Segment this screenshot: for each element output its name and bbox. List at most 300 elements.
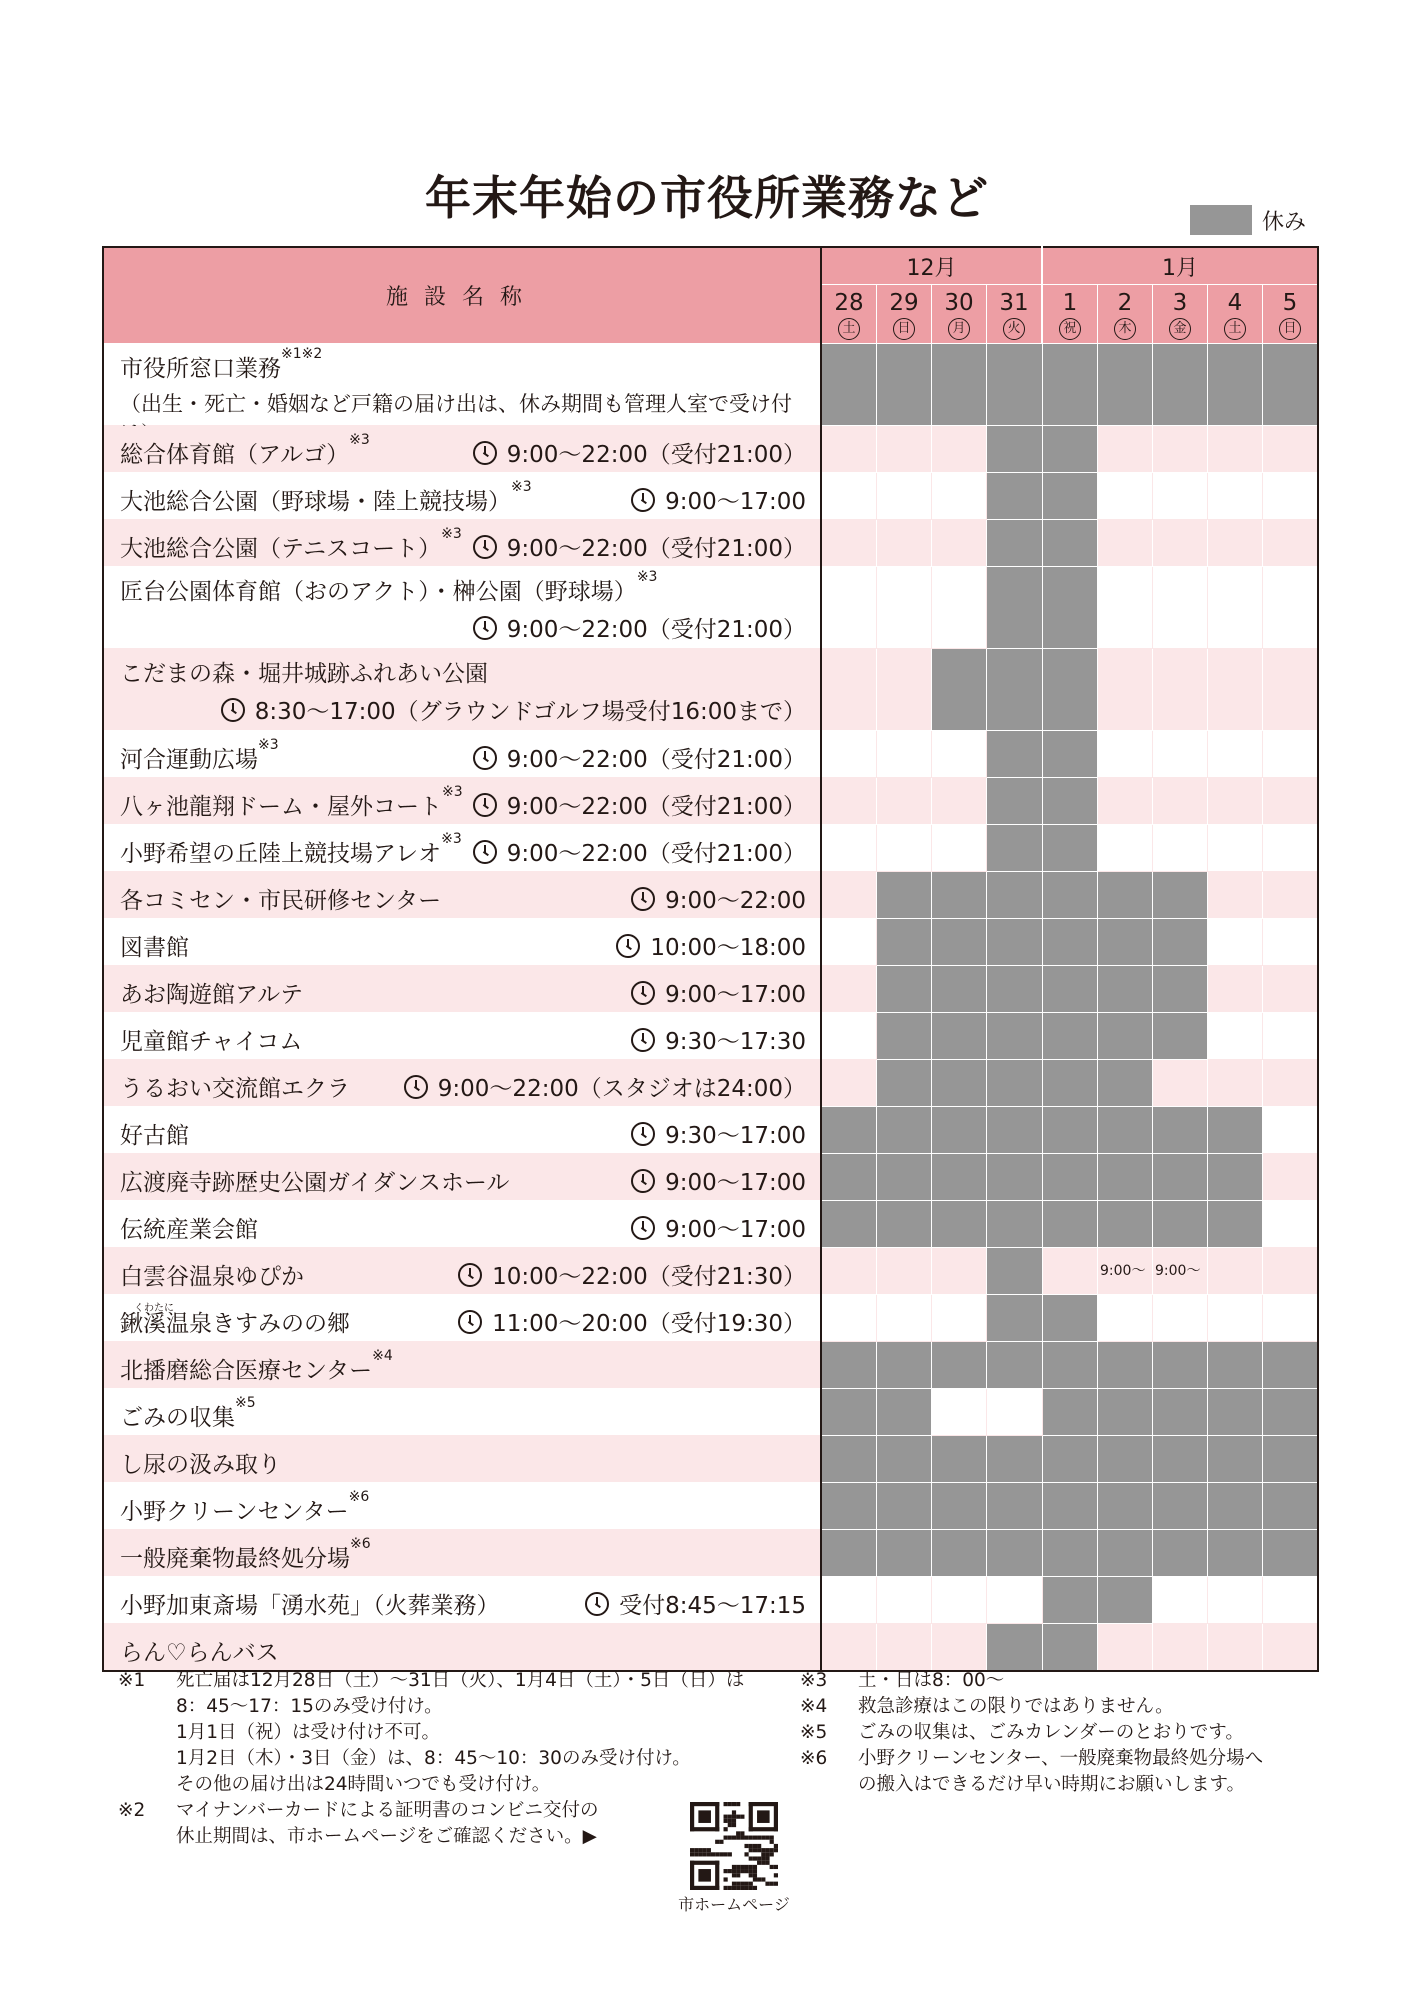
open-cell — [1263, 1013, 1319, 1060]
open-cell — [821, 649, 877, 731]
opening-hours: 9:30〜17:00 — [631, 1117, 806, 1150]
clock-icon — [631, 887, 655, 911]
footnote-line: 土・日は8：00〜 — [858, 1670, 1005, 1691]
closed-cell — [821, 1107, 877, 1154]
facility-header: 施設名称 — [103, 247, 821, 344]
closed-cell — [987, 1248, 1043, 1295]
closed-cell — [987, 520, 1043, 567]
clock-icon — [473, 746, 497, 770]
facility-name: 北播磨総合医療センター$^{※4}$ — [120, 1348, 393, 1384]
open-cell — [1208, 1577, 1263, 1624]
open-cell — [1153, 426, 1208, 473]
open-cell — [821, 872, 877, 919]
open-cell — [932, 1624, 987, 1671]
weekday-mark: 木 — [1114, 318, 1136, 340]
closed-cell — [877, 1342, 932, 1389]
open-cell — [821, 825, 877, 872]
open-cell — [1263, 649, 1319, 731]
open-cell — [1208, 649, 1263, 731]
facility-row — [103, 1342, 1318, 1389]
open-cell — [821, 567, 877, 649]
closed-cell — [987, 778, 1043, 825]
closed-cell — [877, 1107, 932, 1154]
weekday-mark: 火 — [1003, 318, 1025, 340]
closed-cell — [987, 1436, 1043, 1483]
closed-cell — [987, 731, 1043, 778]
closed-cell — [1208, 1107, 1263, 1154]
closed-cell — [1098, 1201, 1153, 1248]
closed-cell — [1042, 1530, 1098, 1577]
footnote — [118, 1798, 778, 1850]
clock-icon — [458, 1310, 482, 1334]
facility-row — [103, 473, 1318, 520]
open-cell — [1263, 1107, 1319, 1154]
cell-note: 9:00〜 — [1100, 1263, 1146, 1279]
facility-name: 小野希望の丘陸上競技場アレオ$^{※3}$ — [120, 831, 462, 867]
facility-name: 市役所窓口業務$^{※1※2}$ — [120, 346, 323, 382]
closed-cell — [877, 1154, 932, 1201]
footnote — [800, 1746, 1320, 1798]
closed-cell — [987, 649, 1043, 731]
closed-cell — [1098, 1154, 1153, 1201]
open-cell — [821, 1248, 877, 1295]
open-cell — [877, 778, 932, 825]
closed-cell — [1098, 966, 1153, 1013]
closed-cell — [877, 1389, 932, 1436]
clock-icon — [616, 934, 640, 958]
closed-cell — [987, 1201, 1043, 1248]
closed-cell — [1042, 1624, 1098, 1671]
date-number: 2 — [1117, 290, 1133, 316]
facility-row — [103, 778, 1318, 825]
date-number: 3 — [1172, 290, 1188, 316]
date-number: 4 — [1227, 290, 1243, 316]
closed-cell — [1098, 1107, 1153, 1154]
open-cell — [821, 731, 877, 778]
date-number: 28 — [834, 290, 864, 316]
cell-note: 9:00〜 — [1155, 1263, 1201, 1279]
closed-cell — [1263, 1530, 1319, 1577]
closed-cell — [1263, 1483, 1319, 1530]
facility-row — [103, 520, 1318, 567]
footnote-line: マイナンバーカードによる証明書のコンビニ交付の — [176, 1800, 599, 1821]
open-cell — [987, 1577, 1043, 1624]
closed-cell — [877, 872, 932, 919]
closed-cell — [1042, 1577, 1098, 1624]
date-header — [1208, 285, 1263, 344]
open-cell — [821, 1624, 877, 1671]
closed-cell — [1153, 919, 1208, 966]
open-cell — [821, 778, 877, 825]
closed-cell — [1042, 1154, 1098, 1201]
closed-cell — [877, 1436, 932, 1483]
date-header — [932, 285, 987, 344]
open-cell — [1263, 1577, 1319, 1624]
facility-row — [103, 966, 1318, 1013]
closed-cell — [987, 1107, 1043, 1154]
closed-cell — [987, 919, 1043, 966]
open-cell — [932, 1248, 987, 1295]
open-cell — [1098, 1248, 1153, 1295]
open-cell — [1098, 731, 1153, 778]
facility-name: 大池総合公園（野球場・陸上競技場）$^{※3}$ — [120, 479, 532, 515]
closed-cell — [932, 649, 987, 731]
closed-cell — [987, 1013, 1043, 1060]
open-cell — [821, 473, 877, 520]
footnote — [800, 1668, 1320, 1694]
facility-row — [103, 1389, 1318, 1436]
facility-row — [103, 1248, 1318, 1295]
facility-name: くわたに 鍬溪温泉きすみのの郷 — [120, 1305, 350, 1338]
closed-cell — [1098, 1342, 1153, 1389]
date-header — [821, 285, 877, 344]
open-cell — [1098, 473, 1153, 520]
facility-name: あお陶遊館アルテ — [120, 982, 304, 1008]
page-title: 年末年始の市役所業務など — [425, 171, 989, 225]
date-number: 1 — [1062, 290, 1078, 316]
open-cell — [1208, 567, 1263, 649]
facility-name: 河合運動広場$^{※3}$ — [120, 737, 279, 773]
closed-cell — [932, 1436, 987, 1483]
facility-name: ごみの収集$^{※5}$ — [120, 1395, 256, 1431]
closed-cell — [1042, 1342, 1098, 1389]
footnote-key: ※1 — [118, 1670, 146, 1691]
open-cell — [821, 919, 877, 966]
open-cell — [932, 778, 987, 825]
opening-hours: 10:00〜22:00（受付21:30） — [458, 1258, 806, 1291]
open-cell — [877, 1577, 932, 1624]
closed-cell — [877, 1013, 932, 1060]
facility-row — [103, 1201, 1318, 1248]
open-cell — [821, 1060, 877, 1107]
opening-hours: 9:00〜22:00（受付21:00） — [473, 788, 806, 821]
facility-name: 児童館チャイコム — [120, 1029, 303, 1055]
facility-name: 白雲谷温泉ゆぴか — [120, 1264, 304, 1290]
facility-name: 大池総合公園（テニスコート）$^{※3}$ — [120, 526, 462, 562]
open-cell — [1153, 649, 1208, 731]
open-cell — [1208, 520, 1263, 567]
open-cell — [1263, 1154, 1319, 1201]
closed-cell — [821, 1342, 877, 1389]
facility-row — [103, 1577, 1318, 1624]
facility-name: 好古館 — [120, 1123, 189, 1149]
footnote-key: ※3 — [800, 1670, 828, 1691]
opening-hours: 8:30〜17:00（グラウンドゴルフ場受付16:00まで） — [221, 693, 806, 726]
closed-cell — [1042, 1107, 1098, 1154]
open-cell — [1098, 567, 1153, 649]
open-cell — [932, 731, 987, 778]
facility-name: らん♡らんバス — [120, 1640, 279, 1666]
facility-name: 一般廃棄物最終処分場$^{※6}$ — [120, 1536, 371, 1572]
closed-cell — [821, 1201, 877, 1248]
facility-row — [103, 649, 1318, 731]
closed-cell — [1208, 344, 1263, 426]
open-cell — [821, 426, 877, 473]
date-header — [1153, 285, 1208, 344]
closed-cell — [1153, 1154, 1208, 1201]
open-cell — [1153, 520, 1208, 567]
open-cell — [1208, 1295, 1263, 1342]
opening-hours: 9:30〜17:30 — [631, 1023, 806, 1056]
open-cell — [1208, 778, 1263, 825]
open-cell — [1263, 567, 1319, 649]
closed-cell — [1263, 1342, 1319, 1389]
closed-cell — [1208, 1530, 1263, 1577]
facility-row — [103, 1107, 1318, 1154]
closed-cell — [1042, 966, 1098, 1013]
closed-cell — [1153, 1530, 1208, 1577]
closed-cell — [1042, 567, 1098, 649]
open-cell — [1263, 1201, 1319, 1248]
closed-cell — [1153, 966, 1208, 1013]
closed-cell — [1098, 1389, 1153, 1436]
closed-cell — [932, 1060, 987, 1107]
open-cell — [1263, 1248, 1319, 1295]
closed-cell — [987, 567, 1043, 649]
opening-hours: 9:00〜22:00 — [631, 882, 806, 915]
closed-cell — [1098, 1530, 1153, 1577]
month-january: 1月 — [1042, 247, 1318, 285]
open-cell — [1263, 1060, 1319, 1107]
opening-hours: 9:00〜22:00（受付21:00） — [473, 530, 806, 563]
open-cell — [932, 567, 987, 649]
open-cell — [1208, 966, 1263, 1013]
facility-name: 匠台公園体育館（おのアクト）・榊公園（野球場）$^{※3}$ — [120, 569, 658, 605]
opening-hours: 受付8:45〜17:15 — [585, 1587, 806, 1620]
open-cell — [932, 473, 987, 520]
footnote-line: 死亡届は12月28日（土）〜31日（火）、1月4日（土）・5日（日）は — [176, 1670, 745, 1691]
facility-name: 八ヶ池龍翔ドーム・屋外コート$^{※3}$ — [120, 784, 463, 820]
qr-code-icon[interactable] — [690, 1802, 778, 1890]
closed-cell — [932, 1530, 987, 1577]
closed-cell — [1153, 1013, 1208, 1060]
closed-cell — [1042, 344, 1098, 426]
date-header — [1042, 285, 1098, 344]
open-cell — [821, 1295, 877, 1342]
open-cell — [1208, 1624, 1263, 1671]
footnote-key: ※6 — [800, 1748, 828, 1769]
closed-cell — [932, 966, 987, 1013]
open-cell — [1098, 520, 1153, 567]
facility-row — [103, 1060, 1318, 1107]
closed-cell — [1042, 649, 1098, 731]
closed-cell — [987, 1624, 1043, 1671]
closed-cell — [877, 966, 932, 1013]
closed-cell — [1098, 919, 1153, 966]
open-cell — [877, 649, 932, 731]
closed-cell — [821, 344, 877, 426]
clock-icon — [631, 488, 655, 512]
month-december: 12月 — [821, 247, 1042, 285]
closed-cell — [932, 344, 987, 426]
closed-cell — [1098, 1577, 1153, 1624]
open-cell — [1208, 1060, 1263, 1107]
open-cell — [1153, 1295, 1208, 1342]
closed-cell — [821, 1154, 877, 1201]
clock-icon — [473, 793, 497, 817]
closed-cell — [1042, 825, 1098, 872]
open-cell — [1263, 1624, 1319, 1671]
open-cell — [1153, 778, 1208, 825]
closed-cell — [1153, 1483, 1208, 1530]
closed-cell — [932, 1013, 987, 1060]
clock-icon — [473, 840, 497, 864]
closed-cell — [1042, 1060, 1098, 1107]
open-cell — [877, 473, 932, 520]
closed-cell — [932, 1201, 987, 1248]
closed-cell — [1208, 1342, 1263, 1389]
open-cell — [1153, 1624, 1208, 1671]
facility-row — [103, 1483, 1318, 1530]
open-cell — [932, 426, 987, 473]
closed-cell — [1042, 1013, 1098, 1060]
closed-cell — [1153, 872, 1208, 919]
closed-cell — [1042, 1201, 1098, 1248]
closed-cell — [1098, 344, 1153, 426]
clock-icon — [221, 698, 245, 722]
closed-cell — [932, 872, 987, 919]
footnote-key: ※5 — [800, 1722, 828, 1743]
opening-hours: 9:00〜22:00（受付21:00） — [473, 835, 806, 868]
facility-row — [103, 1013, 1318, 1060]
weekday-mark: 金 — [1169, 318, 1191, 340]
footnote-line: 休止期間は、市ホームページをご確認ください。▶ — [176, 1826, 597, 1847]
facility-subnote: （出生・死亡・婚姻など戸籍の届け出は、休み期間も管理人室で受け付 — [120, 392, 792, 416]
open-cell — [1263, 966, 1319, 1013]
facility-name: 総合体育館（アルゴ）$^{※3}$ — [120, 432, 370, 468]
closed-cell — [1042, 731, 1098, 778]
footnote-line: 1月2日（木）・3日（金）は、8：45〜10：30のみ受け付け。 — [176, 1748, 691, 1769]
closed-cell — [1263, 1389, 1319, 1436]
weekday-mark: 日 — [1279, 318, 1301, 340]
open-cell — [1098, 1295, 1153, 1342]
closed-cell — [1153, 1436, 1208, 1483]
closed-cell — [1042, 919, 1098, 966]
closed-cell — [1153, 1342, 1208, 1389]
facility-row — [103, 1624, 1318, 1671]
weekday-mark: 土 — [1224, 318, 1246, 340]
closed-cell — [1153, 1201, 1208, 1248]
facility-row — [103, 919, 1318, 966]
facility-name: うるおい交流館エクラ — [120, 1076, 350, 1102]
open-cell — [1263, 520, 1319, 567]
closed-cell — [987, 1154, 1043, 1201]
clock-icon — [585, 1592, 609, 1616]
open-cell — [877, 825, 932, 872]
open-cell — [1208, 426, 1263, 473]
facility-row — [103, 1530, 1318, 1577]
date-number: 5 — [1282, 290, 1298, 316]
footnote-line: の搬入はできるだけ早い時期にお願いします。 — [858, 1774, 1246, 1795]
date-header — [1263, 285, 1319, 344]
closed-cell — [1208, 1201, 1263, 1248]
closed-cell — [987, 1530, 1043, 1577]
weekday-mark: 祝 — [1059, 318, 1081, 340]
open-cell — [1263, 825, 1319, 872]
ruby-reading: くわたに — [134, 1303, 174, 1314]
footnote-key: ※2 — [118, 1800, 146, 1821]
closed-cell — [877, 344, 932, 426]
open-cell — [1208, 919, 1263, 966]
closed-cell — [1208, 1389, 1263, 1436]
clock-icon — [473, 441, 497, 465]
closed-cell — [1042, 1436, 1098, 1483]
closed-cell — [932, 1107, 987, 1154]
notes-left — [118, 1668, 778, 1850]
footnote-line: ごみの収集は、ごみカレンダーのとおりです。 — [858, 1722, 1244, 1743]
opening-hours: 9:00〜17:00 — [631, 1164, 806, 1197]
facility-name: 小野加東斎場「湧水苑」（火葬業務） — [120, 1593, 500, 1619]
open-cell — [1098, 778, 1153, 825]
opening-hours: 11:00〜20:00（受付19:30） — [458, 1305, 806, 1338]
facility-row — [103, 1154, 1318, 1201]
open-cell — [932, 1295, 987, 1342]
closed-cell — [1153, 1389, 1208, 1436]
open-cell — [877, 731, 932, 778]
open-cell — [1098, 825, 1153, 872]
open-cell — [987, 1389, 1043, 1436]
footnote — [800, 1720, 1320, 1746]
open-cell — [932, 520, 987, 567]
weekday-mark: 土 — [838, 318, 860, 340]
closed-cell — [821, 1483, 877, 1530]
open-cell — [1263, 872, 1319, 919]
footnote-line: 1月1日（祝）は受け付け不可。 — [176, 1722, 441, 1743]
closed-cell — [932, 1342, 987, 1389]
open-cell — [1153, 731, 1208, 778]
open-cell — [821, 1577, 877, 1624]
closed-cell — [1208, 1483, 1263, 1530]
facility-name: し尿の汲み取り — [120, 1452, 281, 1478]
facility-row — [103, 567, 1318, 649]
open-cell — [877, 426, 932, 473]
opening-hours: 9:00〜22:00（受付21:00） — [473, 611, 806, 644]
facility-row — [103, 344, 1318, 426]
open-cell — [1263, 731, 1319, 778]
open-cell — [932, 1577, 987, 1624]
closed-cell — [1098, 872, 1153, 919]
facility-row — [103, 1436, 1318, 1483]
open-cell — [821, 520, 877, 567]
open-cell — [1153, 1248, 1208, 1295]
open-cell — [1208, 825, 1263, 872]
closed-cell — [1208, 1154, 1263, 1201]
closed-cell — [987, 344, 1043, 426]
open-cell — [877, 1624, 932, 1671]
footnote — [800, 1694, 1320, 1720]
closed-cell — [987, 1060, 1043, 1107]
closed-cell — [1042, 520, 1098, 567]
open-cell — [1208, 1248, 1263, 1295]
closed-cell — [1098, 1060, 1153, 1107]
closed-cell — [821, 1436, 877, 1483]
closed-cell — [1153, 1107, 1208, 1154]
open-cell — [1153, 1060, 1208, 1107]
facility-row — [103, 731, 1318, 778]
clock-icon — [631, 1169, 655, 1193]
legend — [1190, 203, 1306, 237]
legend-closed-swatch — [1190, 205, 1252, 235]
open-cell — [877, 1248, 932, 1295]
opening-hours: 10:00〜18:00 — [616, 929, 806, 962]
opening-hours: 9:00〜17:00 — [631, 483, 806, 516]
open-cell — [821, 1013, 877, 1060]
facility-row — [103, 426, 1318, 473]
closed-cell — [821, 1530, 877, 1577]
date-header — [1098, 285, 1153, 344]
closed-cell — [932, 1154, 987, 1201]
opening-hours: 9:00〜17:00 — [631, 976, 806, 1009]
